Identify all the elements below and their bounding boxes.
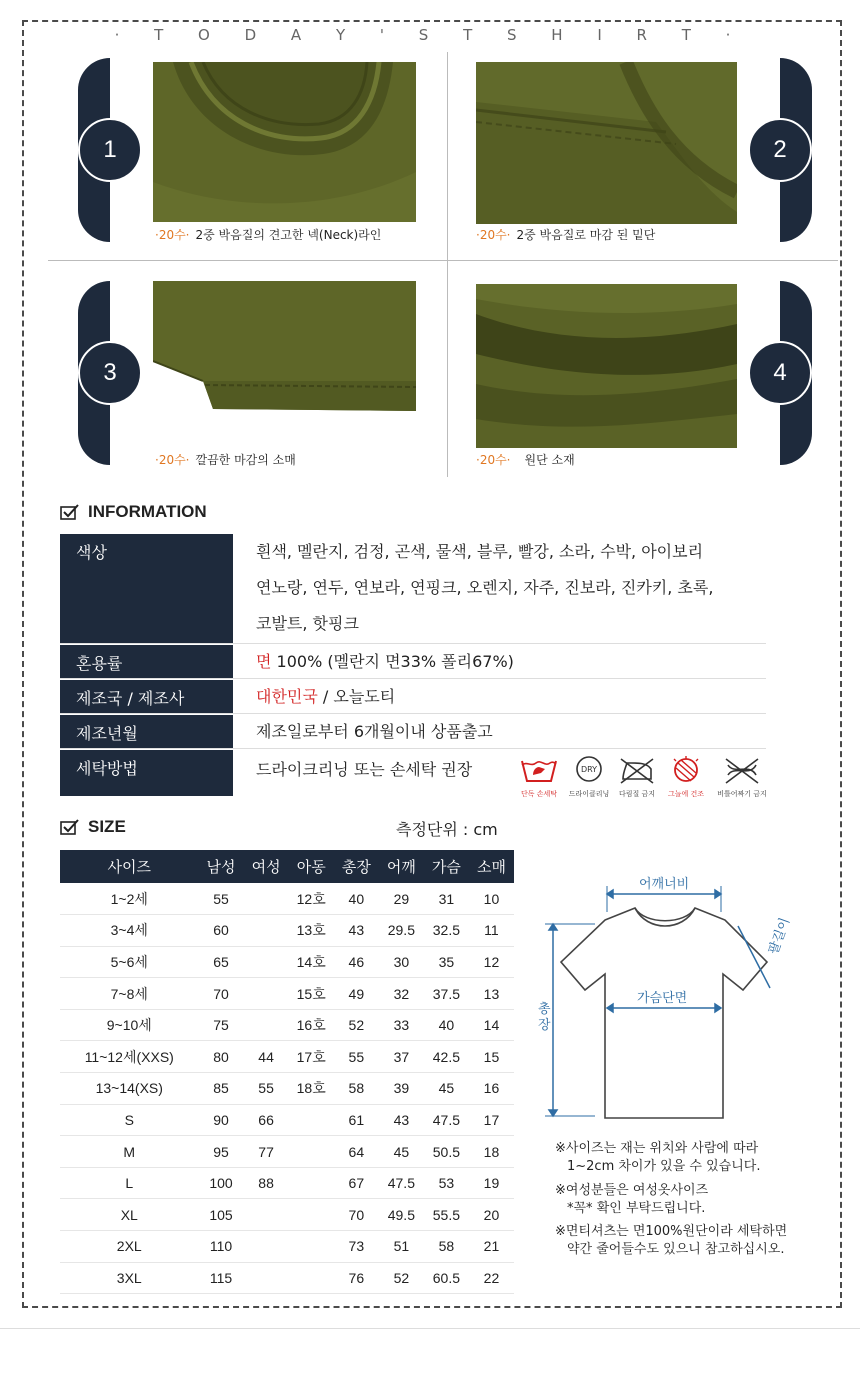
length-label: 총 장 [538,1002,551,1033]
size-cell: 51 [379,1231,424,1263]
size-row [60,1167,514,1199]
size-cell: 76 [334,1262,379,1294]
size-cell: 60.5 [424,1262,469,1294]
info-label: 제조년월 [60,715,233,748]
hem-photo [476,62,737,224]
size-column-header: 사이즈 [60,850,199,883]
size-cell: 47.5 [424,1104,469,1136]
size-cell [244,883,289,915]
size-cell: 9~10세 [60,1009,199,1041]
size-cell: 32 [379,978,424,1010]
size-cell: 49.5 [379,1199,424,1231]
grid-divider [48,260,838,261]
size-cell: S [60,1104,199,1136]
size-row [60,1199,514,1231]
sleeve-photo [153,281,416,411]
size-row [60,946,514,978]
size-row [60,978,514,1010]
feature-caption: ·20수· 깔끔한 마감의 소매 [155,453,296,467]
size-row [60,1104,514,1136]
size-cell: 20 [469,1199,514,1231]
size-cell: 40 [334,883,379,915]
size-cell: 13~14(XS) [60,1073,199,1105]
size-row [60,1009,514,1041]
size-table-header [60,850,514,883]
size-cell: 47.5 [379,1167,424,1199]
size-cell: 12 [469,946,514,978]
size-cell: 100 [199,1167,244,1199]
size-cell: 70 [199,978,244,1010]
info-value: 대한민국 / 오늘도티 [256,687,396,706]
shade-dry-icon: 그늘에 건조 [663,755,709,799]
size-cell: 18호 [289,1073,334,1105]
size-cell: 10 [469,883,514,915]
size-column-header: 남성 [199,850,244,883]
size-cell: XL [60,1199,199,1231]
no-wring-icon: 비틀어짜기 금지 [716,755,768,799]
size-cell: 105 [199,1199,244,1231]
size-cell: 21 [469,1231,514,1263]
size-cell [289,1104,334,1136]
info-label: 세탁방법 [60,750,233,796]
size-cell: 17호 [289,1041,334,1073]
size-cell: 35 [424,946,469,978]
size-cell: 14 [469,1009,514,1041]
size-table [60,850,514,1294]
size-cell: 58 [334,1073,379,1105]
size-cell: 11~12세(XXS) [60,1041,199,1073]
size-column-header: 가슴 [424,850,469,883]
size-cell: 29.5 [379,915,424,947]
checkbox-icon [60,504,80,520]
size-cell: 1~2세 [60,883,199,915]
size-cell: 52 [334,1009,379,1041]
size-cell [289,1262,334,1294]
grid-divider [447,52,448,477]
size-cell: 95 [199,1136,244,1168]
size-row [60,1073,514,1105]
size-cell [244,946,289,978]
feature-number: 2 [748,118,812,182]
feature-number: 1 [78,118,142,182]
size-cell: 110 [199,1231,244,1263]
size-cell [289,1136,334,1168]
size-cell: 2XL [60,1231,199,1263]
size-cell: 55.5 [424,1199,469,1231]
measurement-unit: 측정단위 : cm [396,820,498,839]
size-cell: 115 [199,1262,244,1294]
size-cell: 43 [334,915,379,947]
feature-number: 4 [748,341,812,405]
info-row-color [60,534,766,644]
information-heading: INFORMATION [60,502,207,522]
size-cell [244,1231,289,1263]
info-value: 제조일로부터 6개월이내 상품출고 [256,722,493,741]
info-label: 혼용률 [60,645,233,678]
page-title: · T O D A Y ' S T S H I R T · [0,26,860,44]
size-cell: 42.5 [424,1041,469,1073]
size-cell: 40 [424,1009,469,1041]
size-cell: 17 [469,1104,514,1136]
size-cell: 5~6세 [60,946,199,978]
size-cell [244,1199,289,1231]
size-cell: 60 [199,915,244,947]
size-column-header: 어깨 [379,850,424,883]
size-row [60,1041,514,1073]
neckline-photo [153,62,416,222]
size-cell: 11 [469,915,514,947]
size-cell: 46 [334,946,379,978]
size-cell [289,1199,334,1231]
size-column-header: 여성 [244,850,289,883]
size-cell: 33 [379,1009,424,1041]
size-cell: 70 [334,1199,379,1231]
size-cell: 12호 [289,883,334,915]
size-cell: 37 [379,1041,424,1073]
svg-text:DRY: DRY [580,765,598,774]
info-label: 색상 [60,534,233,643]
feature-caption: ·20수· 2중 박음질로 마감 된 밑단 [476,228,656,242]
size-cell: 31 [424,883,469,915]
size-cell: 64 [334,1136,379,1168]
size-cell: 49 [334,978,379,1010]
info-value: 드라이크리닝 또는 손세탁 권장 [256,760,473,779]
size-cell: 55 [334,1041,379,1073]
size-cell [244,1009,289,1041]
bottom-divider [0,1328,860,1329]
size-cell: L [60,1167,199,1199]
size-row [60,1262,514,1294]
feature-caption: ·20수· 원단 소재 [476,453,575,467]
size-cell: 37.5 [424,978,469,1010]
size-cell: 32.5 [424,915,469,947]
size-cell: 67 [334,1167,379,1199]
size-cell: 39 [379,1073,424,1105]
chest-label: 가슴단면 [635,987,689,1006]
size-cell: 52 [379,1262,424,1294]
feature-number: 3 [78,341,142,405]
info-value: 면 100% (멜란지 면33% 폴리67%) [256,652,514,671]
size-column-header: 소매 [469,850,514,883]
size-cell: 88 [244,1167,289,1199]
size-cell: 55 [199,883,244,915]
size-cell: 66 [244,1104,289,1136]
size-cell: 90 [199,1104,244,1136]
size-cell: 65 [199,946,244,978]
size-note: ※사이즈는 재는 위치와 사람에 따라 1~2cm 차이가 있을 수 있습니다. [555,1141,761,1174]
size-heading: SIZE [60,817,126,837]
size-column-header: 아동 [289,850,334,883]
size-cell [289,1167,334,1199]
size-row [60,1231,514,1263]
size-cell: M [60,1136,199,1168]
size-cell: 80 [199,1041,244,1073]
size-row [60,883,514,915]
info-row-wash [60,750,766,796]
shoulder-label: 어깨너비 [637,873,691,892]
size-column-header: 총장 [334,850,379,883]
size-cell: 45 [379,1136,424,1168]
size-cell: 13 [469,978,514,1010]
size-cell [244,1262,289,1294]
size-cell: 14호 [289,946,334,978]
size-note: ※면티셔츠는 면100%원단이라 세탁하면 약간 줄어들수도 있으니 참고하십시오. [555,1224,788,1257]
size-cell: 53 [424,1167,469,1199]
size-note: ※여성분들은 여성옷사이즈 *꼭* 확인 부탁드립니다. [555,1183,709,1216]
tshirt-diagram [535,870,805,1130]
size-cell: 19 [469,1167,514,1199]
dry-clean-icon: DRY 드라이클리닝 [566,755,612,799]
size-cell: 50.5 [424,1136,469,1168]
size-cell: 3~4세 [60,915,199,947]
info-row-blend [60,645,766,679]
size-cell: 30 [379,946,424,978]
size-cell: 85 [199,1073,244,1105]
size-cell: 77 [244,1136,289,1168]
size-cell: 22 [469,1262,514,1294]
size-cell [244,978,289,1010]
size-cell: 45 [424,1073,469,1105]
size-cell: 61 [334,1104,379,1136]
size-cell: 18 [469,1136,514,1168]
size-cell: 16호 [289,1009,334,1041]
size-cell: 75 [199,1009,244,1041]
size-row [60,1136,514,1168]
feature-caption: ·20수· 2중 박음질의 견고한 넥(Neck)라인 [155,228,382,242]
size-cell: 73 [334,1231,379,1263]
size-cell: 15호 [289,978,334,1010]
no-iron-icon: 다림질 금지 [614,755,660,799]
size-cell [289,1231,334,1263]
fabric-photo [476,284,737,448]
info-row-date [60,715,766,749]
info-row-maker [60,680,766,714]
size-cell: 44 [244,1041,289,1073]
size-cell: 16 [469,1073,514,1105]
sleeve-label: 팔길이 [762,915,793,957]
size-cell [244,915,289,947]
info-label: 제조국 / 제조사 [60,680,233,713]
size-cell: 29 [379,883,424,915]
hand-wash-icon: 단독 손세탁 [516,755,562,799]
size-cell: 13호 [289,915,334,947]
checkbox-icon [60,819,80,835]
size-cell: 3XL [60,1262,199,1294]
size-row [60,915,514,947]
size-cell: 7~8세 [60,978,199,1010]
size-cell: 58 [424,1231,469,1263]
size-cell: 15 [469,1041,514,1073]
info-value: 흰색, 멜란지, 검정, 곤색, 물색, 블루, 빨강, 소라, 수박, 아이보리 연노랑, 연두, 연보라, 연핑크, 오렌지, 자주, 진보라, 진카키, 초록, 코발트, 핫핑크 [256,542,714,633]
size-cell: 55 [244,1073,289,1105]
size-cell: 43 [379,1104,424,1136]
